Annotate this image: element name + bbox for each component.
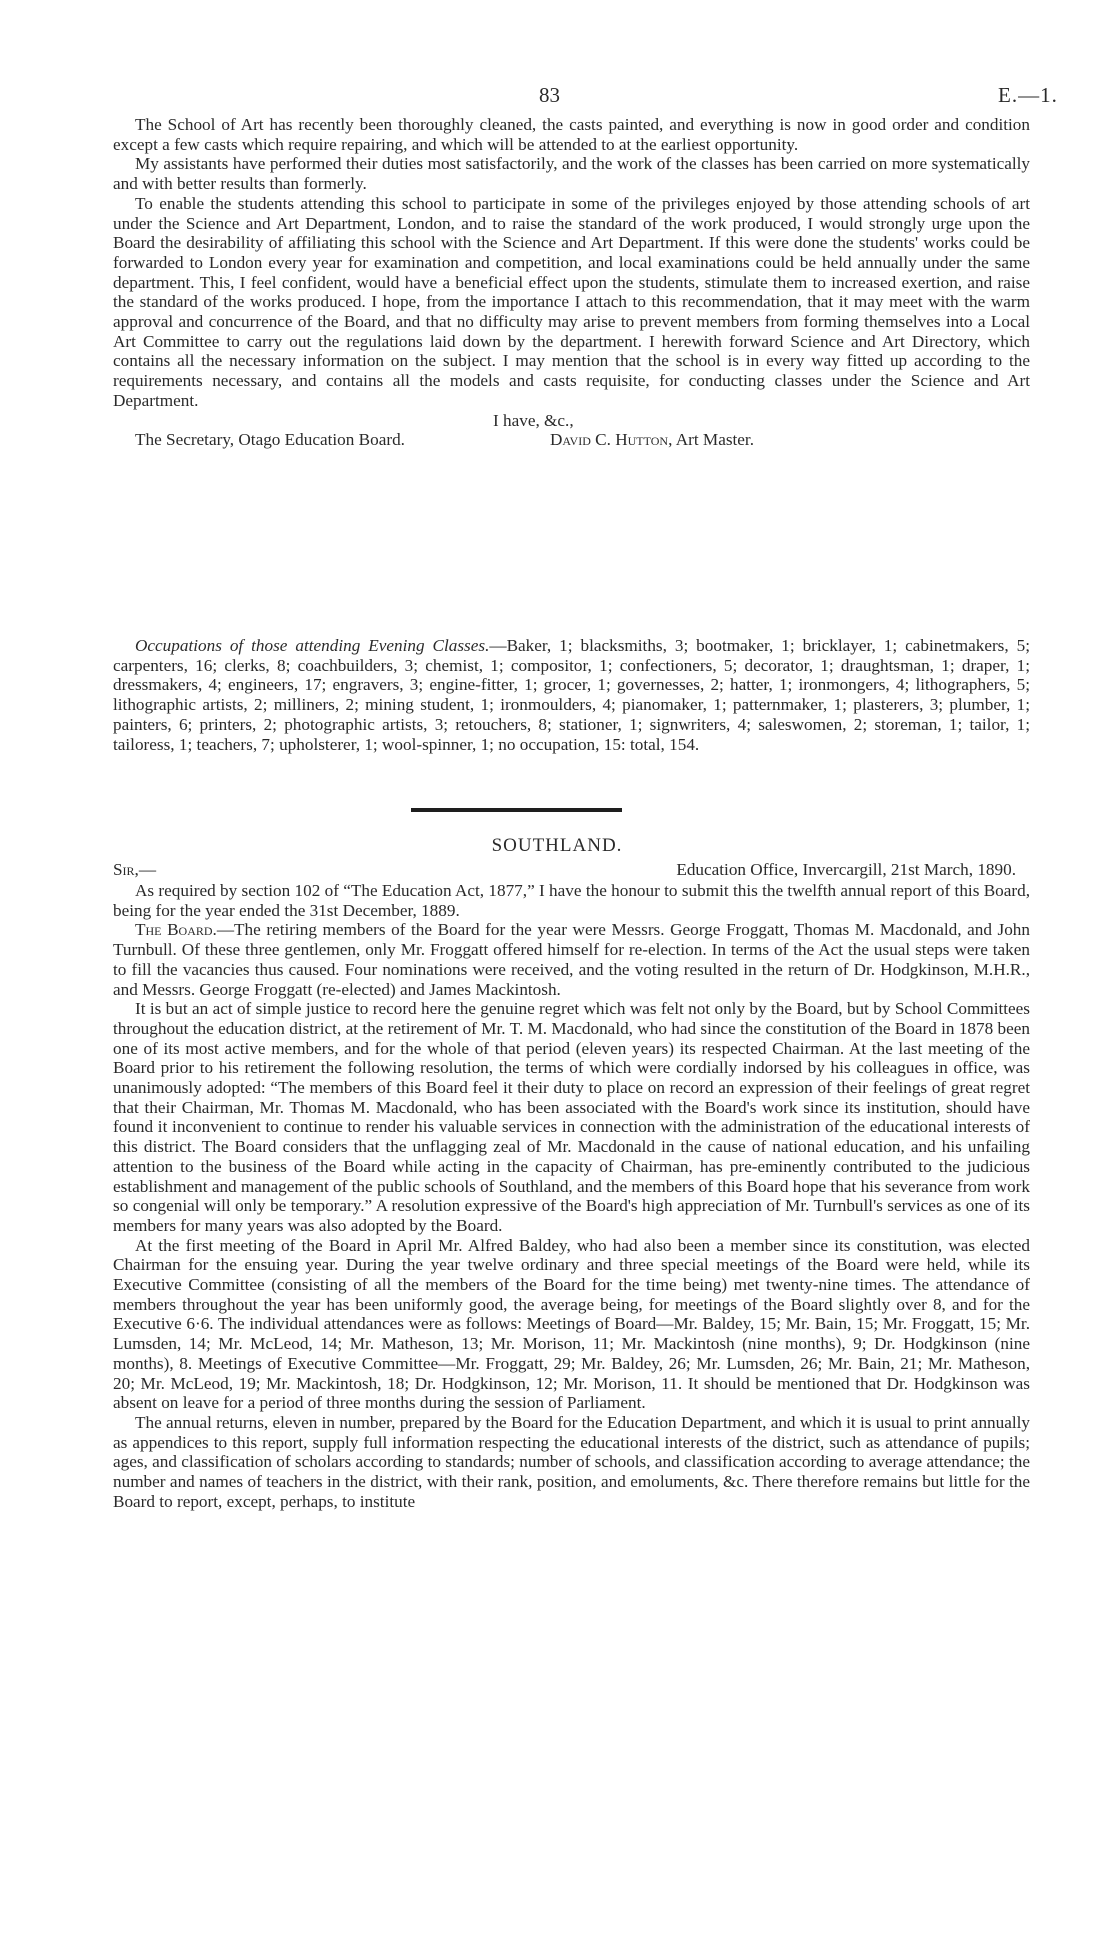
- dateline: Education Office, Invercargill, 21st March, 1890.: [676, 860, 1016, 879]
- board-text: —The retiring members of the Board for the year were Messrs. George Froggatt, Thomas M. Macdonald, and John Turnbull. Of these three gentlemen, only Mr. Froggatt offered himself for re-election. In terms of the Act the usual steps were taken to fill the vacancies thus caused. Four nominations were received, and the voting resulted in the return of Dr. Hodgkinson, M.H.R., and Messrs. George Froggatt (re-elected) and James Mackintosh.: [113, 920, 1030, 999]
- salutation: Sir,—: [113, 860, 157, 879]
- art-report-paragraph-1: The School of Art has recently been thoroughly cleaned, the casts painted, and everything is now in good order and condition except a few casts which require repairing, and which will be attended to at the earliest opportunity.: [113, 115, 1030, 154]
- signature-name: David C. Hutton: [550, 430, 669, 450]
- occupations-list: —Baker, 1; blacksmiths, 3; bootmaker, 1; bricklayer, 1; cabinetmakers, 5; carpenters, 16; clerks, 8; coachbuilders, 3; chemist, 1; compositor, 1; confectioners, 5; decorator, 1; draughtsman, 1; draper, 1; dressmakers, 4; engineers, 17; engravers, 3; engine-fitter, 1; grocer, 1; governesses, 2; hatter, 1; ironmongers, 4; lithographers, 5; lithographic artists, 2; milliners, 2; mining student, 1; ironmoulders, 4; pianomaker, 1; patternmaker, 1; plasterers, 3; plumber, 1; painters, 6; printers, 2; photographic artists, 3; retouchers, 8; stationer, 1; signwriters, 4; saleswomen, 2; storeman, 1; tailor, 1; tailoress, 1; teachers, 7; upholsterer, 1; wool-spinner, 1; no occupation, 15: total, 154.: [113, 636, 1030, 754]
- occupations-section: [113, 636, 1030, 754]
- closing-row: [113, 411, 1030, 431]
- occupations-heading: Occupations of those attending Evening Classes.: [135, 636, 490, 655]
- art-report-paragraph-3: To enable the students attending this school to participate in some of the privileges enjoyed by those attending schools of art under the Science and Art Department, London, and to raise the standard of the work produced, I would strongly urge upon the Board the desirability of affiliating this school with the Science and Art Department. If this were done the students' works could be forwarded to London every year for examination and competition, and local examinations could be held annually under the same department. This, I feel confident, would have a beneficial effect upon the students, stimulate them to increased exertion, and raise the standard of the works produced. I hope, from the importance I attach to this recommendation, that it may meet with the warm approval and concurrence of the Board, and that no difficulty may arise to prevent members from forming themselves into a Local Art Committee to carry out the regulations laid down by the department. I herewith forward Science and Art Directory, which contains all the necessary information on the subject. I may mention that the school is in every way fitted up according to the requirements necessary, and contains all the models and casts requisite, for conducting classes under the Science and Art Department.: [113, 193, 1030, 410]
- section-title: SOUTHLAND.: [491, 835, 623, 856]
- signature: [550, 430, 754, 450]
- closing: I have, &c.,: [493, 410, 574, 430]
- signature-row: [113, 430, 1030, 450]
- board-label: The Board.: [135, 920, 217, 940]
- document-code: E.—1.: [998, 83, 1058, 107]
- southland-paragraph-5: The annual returns, eleven in number, prepared by the Board for the Education Department, and which it is usual to print annually as appendices to this report, supply full information respecting the educational interests of the district, such as attendance of pupils; ages, and classification of scholars according to standards; number of schools, and classification according to average attendance; the number and names of teachers in the district, with their rank, position, and emoluments, &c. There therefore remains but little for the Board to report, except, perhaps, to institute: [113, 1412, 1030, 1511]
- occupations-paragraph: [113, 636, 1030, 754]
- art-school-report: [113, 115, 1030, 450]
- southland-paragraph-3: It is but an act of simple justice to record here the genuine regret which was felt not only by the Board, but by School Committees throughout the education district, at the retirement of Mr. T. M. Macdonald, who had since the constitution of the Board in 1878 been one of its most active members, and for the whole of that period (eleven years) its respected Chairman. At the last meeting of the Board prior to his retirement the following resolution, the terms of which were cordially indorsed by his colleagues in office, was unanimously adopted: “The members of this Board feel it their duty to place on record an expression of their feelings of great regret that their Chairman, Mr. Thomas M. Macdonald, who has been associated with the Board's work since its institution, should have found it inconvenient to continue to render his valuable services in connection with the administration of the educational interests of this district. The Board considers that the unflagging zeal of Mr. Macdonald in the cause of national education, and his unfailing attention to the business of the Board while acting in the capacity of Chairman, has pre-eminently contributed to the judicious establishment and management of the public schools of Southland, and the members of this Board hope that his severance from work so congenial will only be temporary.” A resolution expressive of the Board's high appreciation of Mr. Turnbull's services as one of its members for many years was also adopted by the Board.: [113, 999, 1030, 1235]
- section-divider: [411, 808, 622, 812]
- art-report-paragraph-2: My assistants have performed their duties most satisfactorily, and the work of the classes has been carried on more systematically and with better results than formerly.: [113, 154, 1030, 194]
- salutation-row: [113, 860, 1030, 880]
- addressee: The Secretary, Otago Education Board.: [135, 430, 405, 450]
- southland-report: [113, 881, 1030, 1512]
- page-number: 83: [539, 83, 560, 107]
- southland-paragraph-1: As required by section 102 of “The Education Act, 1877,” I have the honour to submit this the twelfth annual report of this Board, being for the year ended the 31st December, 1889.: [113, 881, 1030, 920]
- signature-title: , Art Master.: [668, 430, 755, 450]
- southland-paragraph-2: [113, 920, 1030, 999]
- southland-paragraph-4: At the first meeting of the Board in April Mr. Alfred Baldey, who had also been a member since its constitution, was elected Chairman for the ensuing year. During the year twelve ordinary and three special meetings of the Board were held, while its Executive Committee (consisting of all the members of the Board for the time being) met twenty-nine times. The attendance of members throughout the year has been uniformly good, the average being, for meetings of the Board slightly over 8, and for the Executive 6·6. The individual attendances were as follows: Meetings of Board—Mr. Baldey, 15; Mr. Bain, 15; Mr. Froggatt, 15; Mr. Lumsden, 14; Mr. McLeod, 14; Mr. Matheson, 13; Mr. Morison, 11; Mr. Mackintosh (nine months), 9; Dr. Hodgkinson (nine months), 8. Meetings of Executive Committee—Mr. Froggatt, 29; Mr. Baldey, 26; Mr. Lumsden, 26; Mr. Bain, 21; Mr. Matheson, 20; Mr. McLeod, 19; Mr. Mackintosh, 18; Dr. Hodgkinson, 12; Mr. Morison, 11. It should be mentioned that Dr. Hodgkinson was absent on leave for a period of three months during the session of Parliament.: [113, 1235, 1030, 1413]
